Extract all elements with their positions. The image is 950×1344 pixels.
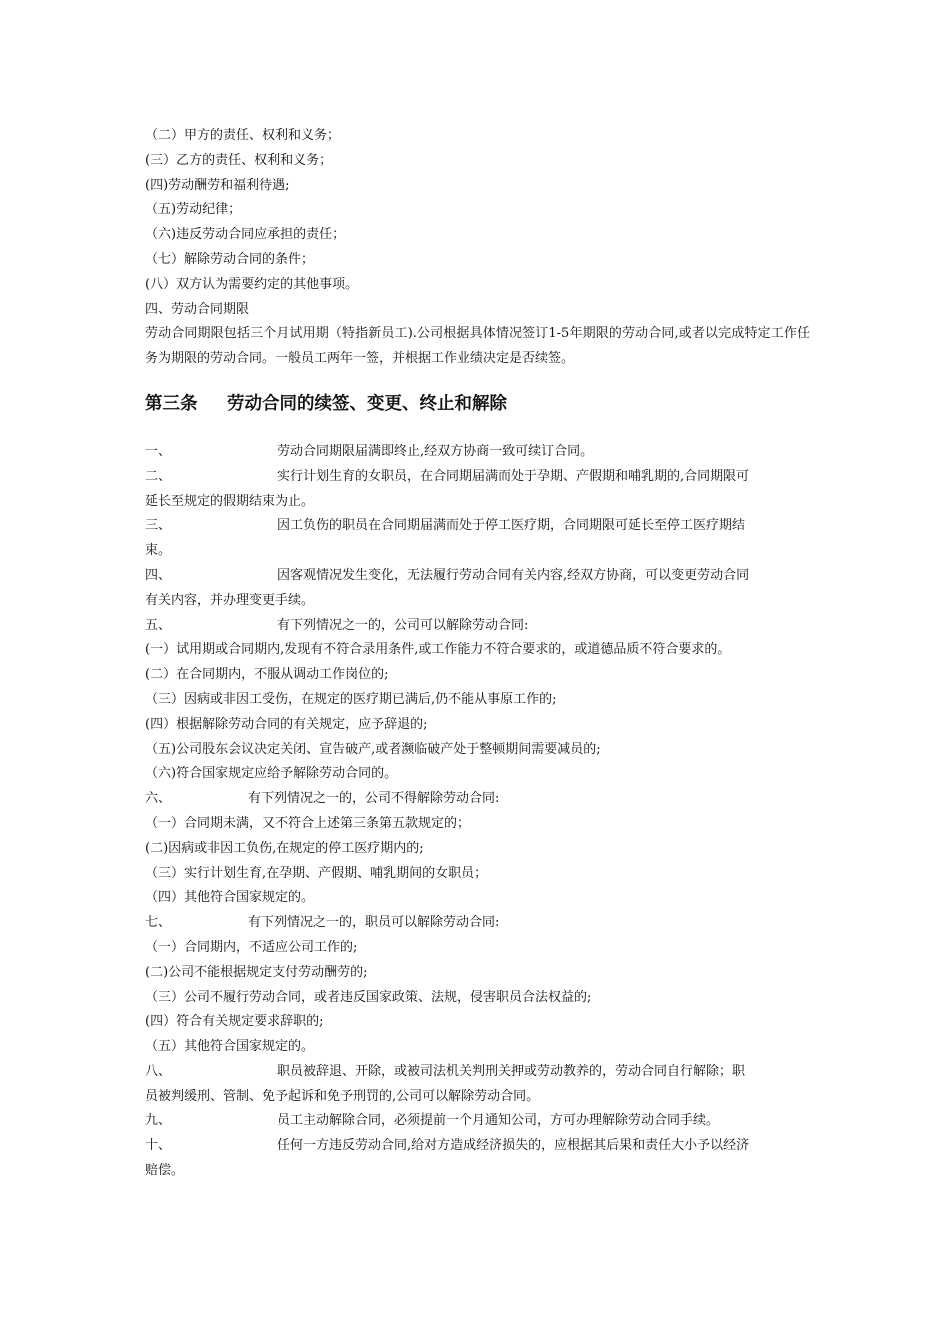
article-label: 三、 <box>145 518 172 534</box>
sub-clause: （三）因病或非因工受伤，在规定的医疗期已满后,仍不能从事原工作的; <box>145 691 557 707</box>
article-text-continuation: 束。 <box>145 543 172 559</box>
article-text: 有下列情况之一的，职员可以解除劳动合同: <box>248 915 500 931</box>
sub-clause: （五)公司股东会议决定关闭、宣告破产,或者濒临破产处于整顿期间需要减员的; <box>145 741 601 757</box>
clause-list-item: （五)劳动纪律； <box>145 202 242 218</box>
sub-clause: （三）公司不履行劳动合同，或者违反国家政策、法规，侵害职员合法权益的; <box>145 989 592 1005</box>
article-label: 七、 <box>145 915 172 931</box>
section-title: 劳动合同的续签、变更、终止和解除 <box>227 393 507 414</box>
clause-list-item: （六)违反劳动合同应承担的责任； <box>145 227 346 243</box>
article-label: 九、 <box>145 1113 172 1129</box>
section-heading <box>145 390 810 418</box>
article-text: 职员被辞退、开除，或被司法机关判刑关押或劳动教养的，劳动合同自行解除；职 <box>277 1063 746 1079</box>
clause-list-item: （二）甲方的责任、权利和义务； <box>145 128 341 143</box>
article-label: 五、 <box>145 617 172 633</box>
article-label: 四、 <box>145 567 172 583</box>
article-item-4 <box>145 564 810 589</box>
article-text: 劳动合同期限届满即终止,经双方协商一致可续订合同。 <box>277 443 594 459</box>
section-number: 第三条 <box>145 393 198 414</box>
article-label: 六、 <box>145 791 172 807</box>
sub-clause: （一）合同期内，不适应公司工作的; <box>145 939 358 955</box>
article-text: 有下列情况之一的，公司可以解除劳动合同: <box>277 617 529 633</box>
article-item-6 <box>145 787 810 812</box>
article-item-1 <box>145 440 810 465</box>
article-text-continuation: 延长至规定的假期结束为止。 <box>145 493 315 509</box>
article-item-5 <box>145 614 810 639</box>
article-text: 员工主动解除合同，必须提前一个月通知公司，方可办理解除劳动合同手续。 <box>277 1113 720 1129</box>
sub-clause: （五）其他符合国家规定的。 <box>145 1039 315 1055</box>
clause-list-item: （七）解除劳动合同的条件； <box>145 251 315 267</box>
sub-clause: (二)因病或非因工负伤,在规定的停工医疗期内的; <box>145 840 424 856</box>
article-text: 实行计划生育的女职员，在合同期届满而处于孕期、产假期和哺乳期的,合同期限可 <box>277 468 750 484</box>
sub-clause: （三）实行计划生育,在孕期、产假期、哺乳期间的女职员； <box>145 865 488 881</box>
sub-clause: （四）其他符合国家规定的。 <box>145 890 315 906</box>
article-text: 有下列情况之一的，公司不得解除劳动合同: <box>248 791 500 807</box>
article-item-2 <box>145 465 810 490</box>
article-item-9 <box>145 1109 810 1134</box>
article-text: 因客观情况发生变化，无法履行劳动合同有关内容,经双方协商，可以变更劳动合同 <box>277 567 750 583</box>
article-label: 八、 <box>145 1063 172 1079</box>
article-label: 十、 <box>145 1138 172 1154</box>
article-item-8 <box>145 1060 810 1085</box>
article-label: 二、 <box>145 468 172 484</box>
sub-clause: （一）合同期未满，又不符合上述第三条第五款规定的； <box>145 815 471 831</box>
sub-clause: (四）根据解除劳动合同的有关规定，应予辞退的; <box>145 716 428 732</box>
document-body <box>145 124 810 1184</box>
article-item-10 <box>145 1134 810 1159</box>
contract-term-paragraph: 劳动合同期限包括三个月试用期（特指新员工).公司根据具体情况签订1-5年期限的劳动合同,或者以完成特定工作任务为期限的劳动合同。一般员工两年一签，并根据工作业绩决定是否续签。 <box>145 326 810 367</box>
subsection-title: 四、劳动合同期限 <box>145 301 250 317</box>
sub-clause: (四）符合有关规定要求辞职的; <box>145 1014 324 1030</box>
article-text: 因工负伤的职员在合同期届满而处于停工医疗期，合同期限可延长至停工医疗期结 <box>277 518 746 534</box>
sub-clause: (一）试用期或合同期内,发现有不符合录用条件,或工作能力不符合要求的，或道德品质不符合要求的。 <box>145 642 731 658</box>
article-text-continuation: 赔偿。 <box>145 1163 185 1179</box>
article-label: 一、 <box>145 443 172 459</box>
article-item-3 <box>145 514 810 539</box>
article-text-continuation: 有关内容，并办理变更手续。 <box>145 592 315 608</box>
sub-clause: (二)公司不能根据规定支付劳动酬劳的; <box>145 964 368 980</box>
clause-list-item: (八）双方认为需要约定的其他事项。 <box>145 276 359 292</box>
article-text-continuation: 员被判缓刑、管制、免予起诉和免予刑罚的,公司可以解除劳动合同。 <box>145 1088 540 1104</box>
clause-list-item: (三）乙方的责任、权利和义务； <box>145 152 333 168</box>
clause-list-item: (四)劳动酬劳和福利待遇; <box>145 177 290 193</box>
article-item-7 <box>145 911 810 936</box>
article-text: 任何一方违反劳动合同,给对方造成经济损失的，应根据其后果和责任大小予以经济 <box>277 1138 750 1154</box>
sub-clause: （六)符合国家规定应给予解除劳动合同的。 <box>145 766 398 782</box>
sub-clause: (二）在合同期内，不服从调动工作岗位的; <box>145 667 389 683</box>
